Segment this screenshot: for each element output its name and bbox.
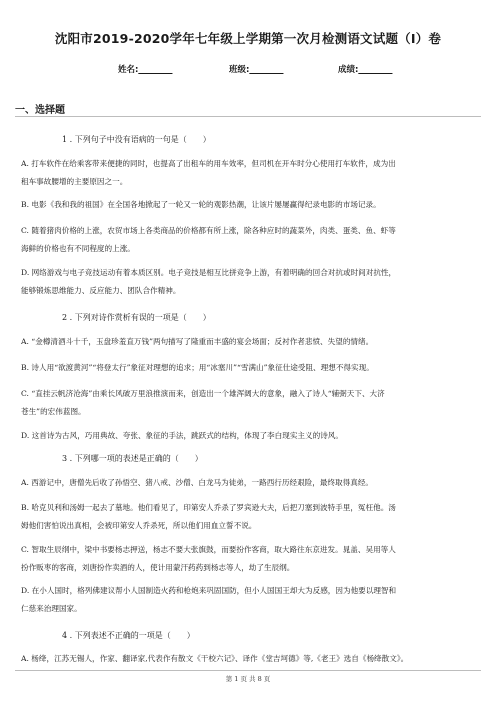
class-field	[229, 63, 283, 75]
question-3-option-b	[21, 499, 481, 535]
option-line: B. 诗人用“欲渡黄河”“将登太行”象征对理想的追求；用“冰塞川”“雪满山”象征仕途受阻、理想不得实现。	[21, 363, 374, 372]
option-line: 苍生”的宏伟蓝图。	[21, 407, 86, 416]
question-3-option-d	[21, 582, 481, 618]
page-footer: 第 1 页 共 8 页	[225, 675, 271, 683]
question-2-option-a	[21, 333, 481, 351]
question-4-stem: 4 . 下列表述不正确的一项是（ ）	[62, 631, 195, 640]
section-divider	[15, 116, 481, 117]
question-2-option-b	[21, 359, 481, 377]
name-blank: ________	[138, 65, 173, 75]
question-1-option-d	[21, 264, 481, 300]
option-line: A. 杨绛，江苏无锡人，作家、翻译家,代表作有散文《干校六记》、译作《堂吉坷德》等,《老王》选自《杨绛散文》。	[21, 654, 409, 663]
question-1-option-c	[21, 222, 481, 258]
question-2-option-c	[21, 385, 481, 421]
question-3-stem: 3 . 下列哪一项的表述是正确的（ ）	[62, 454, 203, 463]
score-blank: ________	[358, 65, 393, 75]
option-line: C. 智取生辰纲中，梁中书要杨志押送，杨志不要大张旗鼓，而要扮作客商，取大路往东京进发。晁盖、吴用等人	[21, 545, 396, 554]
option-line: D. 在小人国时，格列佛建议帮小人国制造火药和枪炮来巩固国防，但小人国国王却大为反感，因为他要以理智和	[21, 586, 397, 595]
option-line: 海鲜的价格也有不同程度的上涨。	[21, 244, 135, 253]
footer-divider	[15, 670, 481, 671]
option-line: D. 网络游戏与电子竞技运动有着本质区别。电子竞技是相互比拼竞争上游，有着明确的回合对抗或时间对抗性，	[21, 268, 397, 277]
option-line: C. 随着猪肉价格的上涨，农贸市场上各类商品的价格都有所上涨，除各种应时的蔬菜外，肉类、蛋类、鱼、虾等	[21, 226, 396, 235]
question-1-stem: 1 . 下列句子中没有语病的一句是（ ）	[62, 135, 211, 144]
option-line: A. “金樽清酒斗十千，玉盘珍羞直万钱”两句描写了隆重而丰盛的宴会场面；反衬作者悲愤、失望的情绪。	[21, 337, 374, 346]
score-field	[338, 63, 392, 75]
question-2-option-d	[21, 427, 481, 445]
question-1-option-a	[21, 155, 481, 191]
question-1-option-b	[21, 196, 481, 214]
option-line: B. 电影《我和我的祖国》在全国各地掀起了一轮又一轮的观影热潮，让该片屡屡赢得纪录电影的市场记录。	[21, 200, 381, 209]
question-3-option-a	[21, 474, 481, 492]
option-line: A. 打车软件在给乘客带来便捷的同时，也提高了出租车的用车效率，但司机在开车时分心使用打车软件，成为出	[21, 159, 396, 168]
option-line: 能够锻炼思维能力、反应能力、团队合作精神。	[21, 286, 181, 295]
score-label: 成绩:	[338, 65, 359, 75]
question-4-option-a	[21, 650, 481, 668]
name-label: 姓名:	[118, 65, 139, 75]
name-field	[118, 63, 172, 75]
exam-title: 沈阳市2019-2020学年七年级上学期第一次月检测语文试题（I）卷	[54, 31, 442, 46]
question-2-stem: 2 . 下列对诗作赏析有误的一项是（ ）	[62, 313, 211, 322]
class-blank: ________	[249, 65, 284, 75]
option-line: 扮作贩枣的客商，刘唐扮作卖酒的人，使计用蒙汗药药到杨志等人，劫了生辰纲。	[21, 563, 295, 572]
option-line: D. 这首诗为古风，巧用典故、夸张、象征的手法，跳跃式的结构，体现了李白现实主义的诗风。	[21, 431, 343, 440]
option-line: B. 哈克贝利和汤姆一起去了墓地。他们看见了，印第安人乔杀了罗宾逊大夫，后把刀塞到波特手里，冤枉他。汤	[21, 503, 396, 512]
class-label: 班级:	[229, 65, 250, 75]
option-line: 租车事故腰增的主要原因之一。	[21, 177, 128, 186]
question-3-option-c	[21, 541, 481, 577]
section-title: 一、选择题	[15, 105, 65, 116]
option-line: C. “直挂云帆济沧海”由乘长风破万里浪推演而来，创造出一个雄浑阔大的意象，融入了诗人“辅弼天下、大济	[21, 389, 385, 398]
option-line: 仁慈来治理国家。	[21, 604, 82, 613]
option-line: A. 西游记中，唐僧先后收了孙悟空、猪八戒、沙僧、白龙马为徒弟，一路西行历经艰险，最终取得真经。	[21, 478, 374, 487]
option-line: 姆他们害怕说出真相，会被印第安人乔杀死，所以他们用血立誓不说。	[21, 521, 257, 530]
